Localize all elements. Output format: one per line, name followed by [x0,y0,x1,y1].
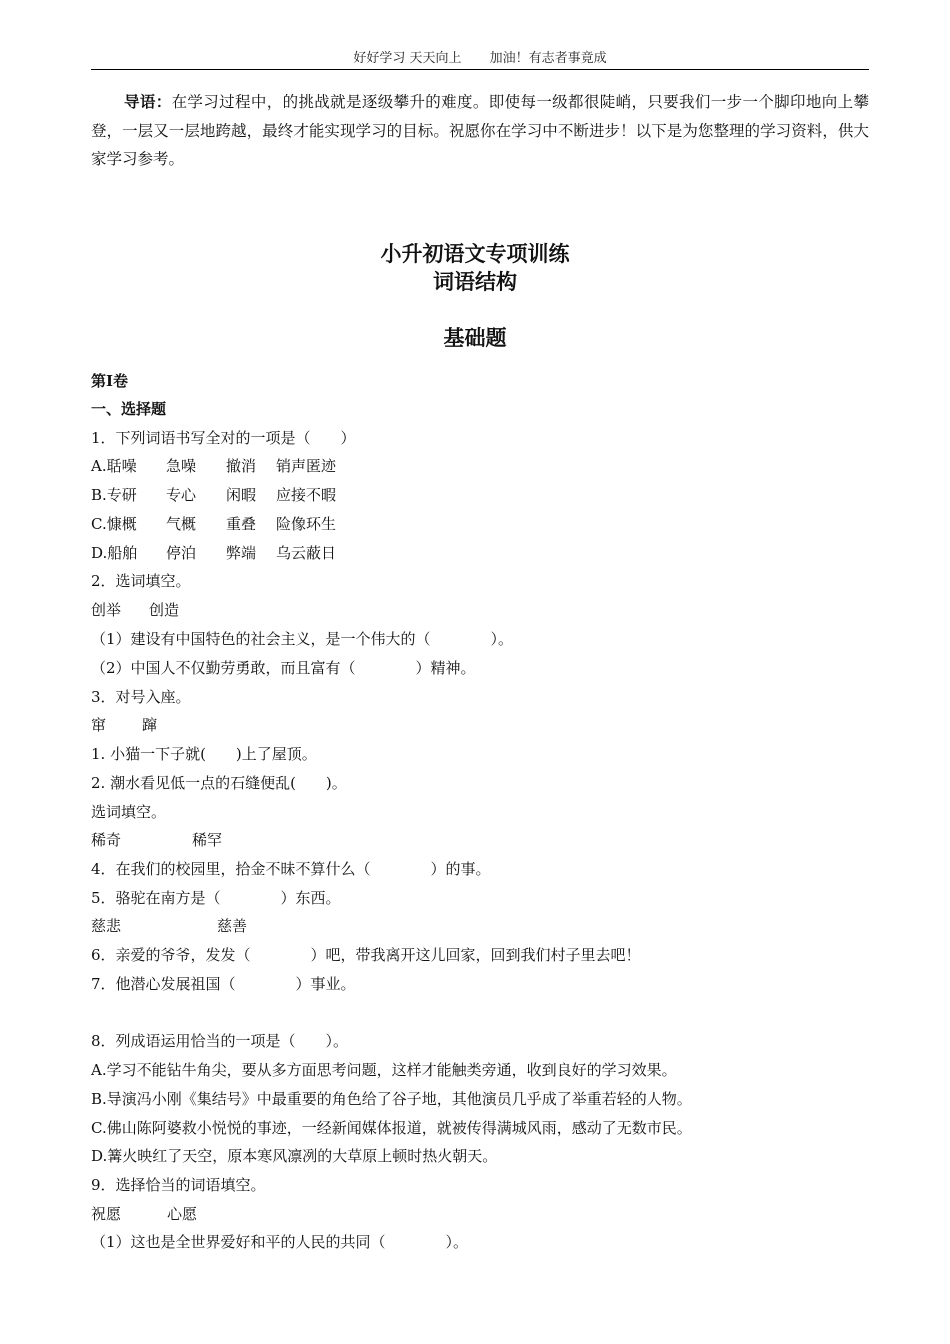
q2-stem: 2．选词填空。 [91,572,191,590]
page-header [91,48,869,70]
doc-title: 小升初语文专项训练 [380,241,570,266]
q8-option-a: A.学习不能钻牛角尖，要从多方面思考问题，这样才能触类旁通，收到良好的学习效果。 [91,1061,677,1079]
q4-7-stem: 选词填空。 [91,803,167,821]
q5-item: 5．骆驼在南方是（ ）东西。 [91,889,341,907]
q1-b-word3: 闲暇 [226,486,257,504]
q1-stem: 1．下列词语书写全对的一项是（ ） [91,429,356,447]
part-heading: 一、选择题 [91,400,167,418]
q1-b-word4: 应接不暇 [276,486,337,504]
q9-item-1: （1）这也是全世界爱好和平的人民的共同（ ）。 [91,1233,469,1251]
q3-item-2: 2. 潮水看见低一点的石缝便乱( )。 [91,774,347,792]
q4-word1: 稀奇 [91,831,122,849]
q1-a-word3: 撤消 [226,457,257,475]
q1-d-word3: 弊端 [226,544,257,562]
q1-a-word2: 急噪 [166,457,197,475]
q8-option-b: B.导演冯小刚《集结号》中最重要的角色给了谷子地，其他演员几乎成了举重若轻的人物。 [91,1090,692,1108]
q9-word2: 心愿 [167,1205,198,1223]
q1-option-d [91,539,336,567]
q1-c-word1: C.慷概 [91,515,137,533]
q2-word1: 创举 [91,601,122,619]
q8-stem: 8．列成语运用恰当的一项是（ ）。 [91,1032,349,1050]
q1-option-a [91,452,336,480]
header-right-motto: 加油！有志者事竟成 [489,51,607,66]
volume-heading: 第Ⅰ卷 [91,372,129,390]
q4-word2: 稀罕 [192,831,223,849]
q1-d-word1: D.船舶 [91,544,138,562]
q4-item: 4．在我们的校园里，拾金不昧不算什么（ ）的事。 [91,860,491,878]
q8-option-d: D.篝火映红了天空，原本寒风凛冽的大草原上顿时热火朝天。 [91,1147,498,1165]
q6-word1: 慈悲 [91,917,122,935]
q1-a-word1: A.聒噪 [91,457,137,475]
q9-stem: 9．选择恰当的词语填空。 [91,1176,266,1194]
intro-label: 导语： [124,92,172,111]
intro-paragraph [91,88,869,174]
q8-option-c: C.佛山陈阿婆救小悦悦的事迹，一经新闻媒体报道，就被传得满城风雨，感动了无数市民。 [91,1119,692,1137]
q1-a-word4: 销声匿迹 [276,457,337,475]
q3-stem: 3．对号入座。 [91,688,191,706]
q3-word2: 蹿 [142,716,158,734]
q3-word1: 窜 [91,716,107,734]
q1-d-word4: 乌云蔽日 [276,544,337,562]
q1-d-word2: 停泊 [166,544,197,562]
header-left-motto: 好好学习 天天向上 [353,51,462,66]
q7-item: 7．他潜心发展祖国（ ）事业。 [91,975,356,993]
q1-option-c [91,510,336,538]
q2-item-2: （2）中国人不仅勤劳勇敢，而且富有（ ）精神。 [91,659,476,677]
q2-item-1: （1）建设有中国特色的社会主义，是一个伟大的（ ）。 [91,630,514,648]
q6-7-word-choices [91,912,247,940]
q3-item-1: 1. 小猫一下子就( )上了屋顶。 [91,745,317,763]
difficulty-heading: 基础题 [443,325,507,350]
q1-b-word2: 专心 [166,486,197,504]
q4-5-word-choices [91,826,222,854]
doc-subtitle: 词语结构 [433,269,517,294]
q3-word-choices [91,711,157,739]
q2-word-choices [91,596,179,624]
q6-item: 6．亲爱的爷爷，发发（ ）吧，带我离开这儿回家，回到我们村子里去吧！ [91,946,641,964]
q1-option-b [91,481,336,509]
q6-word2: 慈善 [217,917,248,935]
q1-c-word3: 重叠 [226,515,257,533]
q9-word1: 祝愿 [91,1205,122,1223]
q1-c-word4: 险像环生 [276,515,337,533]
q2-word2: 创造 [149,601,180,619]
intro-text: 在学习过程中，的挑战就是逐级攀升的难度。即使每一级都很陡峭，只要我们一步一个脚印地向上攀登，一层又一层地跨越，最终才能实现学习的目标。祝愿你在学习中不断进步！以下是为您整理的学习资料，供大家学习参考。 [91,93,869,169]
q9-word-choices [91,1200,197,1228]
q1-b-word1: B.专研 [91,486,137,504]
q1-c-word2: 气概 [166,515,197,533]
